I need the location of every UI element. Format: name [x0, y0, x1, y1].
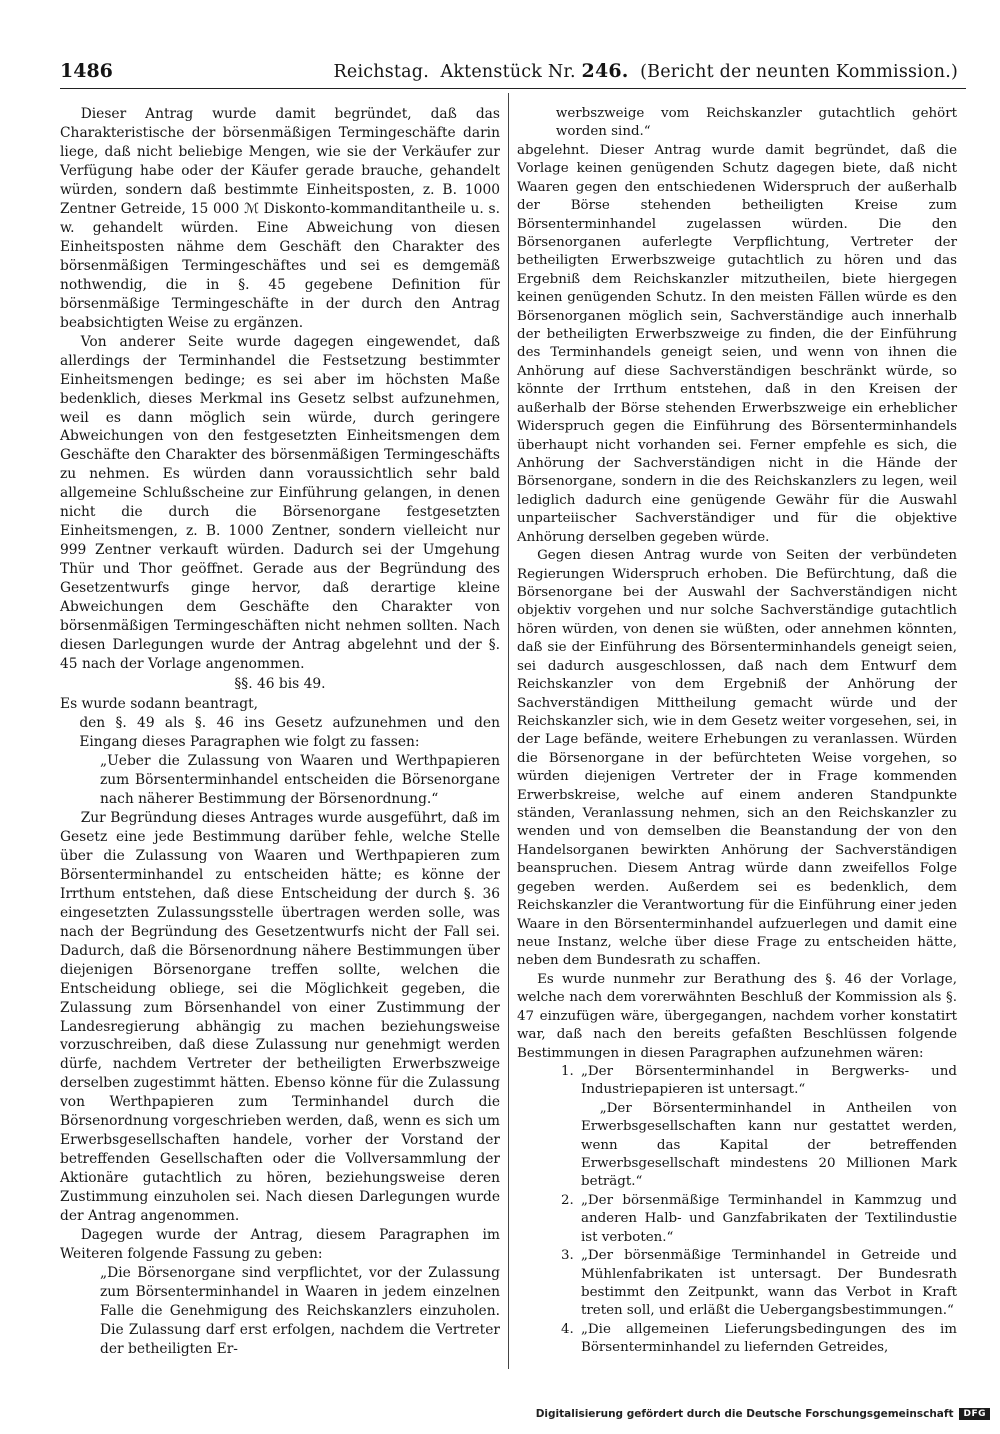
list-item-text: „Der Börsenterminhandel in Bergwerks- und Industriepapieren ist untersagt.“: [581, 1063, 957, 1098]
report-title: (Bericht der neunten Kommission.): [640, 62, 958, 82]
paragraph: Von anderer Seite wurde dagegen eingewendet, daß allerdings der Terminhandel die Festsetzung bestimmter Einheitsmengen bedinge; es sei aber im höchsten Maße bedenklich, dieses Merkmal ins Gesetz selbst aufzunehmen, weil es dann möglich sein würde, durch geringere Abweichungen von den festgesetzten Einheitsmengen dem Geschäfte den Charakter des börsenmäßigen Termingeschäfts zu nehmen. Es würden dann voraussichtlich sehr bald allgemeine Schlußscheine zur Einführung gelangen, in denen nicht die durch die Börsenorgane festgesetzten Einheitsmengen, z. B. 1000 Zentner, sondern vielleicht nur 999 Zentner verkauft würden. Dadurch sei der Umgehung Thür und Thor geöffnet. Gerade aus der Begründung des Gesetzentwurfs ginge hervor, daß derartige kleine Abweichungen dem Geschäfte den Charakter von börsenmäßigen Termingeschäften nicht nehmen sollten. Nach diesen Darlegungen wurde der Antrag abgelehnt und der §. 45 nach der Vorlage angenommen.: [60, 333, 500, 673]
publication-name: Reichstag.: [333, 62, 429, 82]
list-item: [517, 1247, 957, 1321]
list-item-text: „Der börsenmäßige Terminhandel in Kammzug und anderen Halb- und Ganzfabrikaten der Textilindustie ist verboten.“: [581, 1192, 957, 1245]
provision-list: [517, 1063, 957, 1358]
paragraph: Dieser Antrag wurde damit begründet, daß das Charakteristische der börsenmäßigen Termingeschäfte darin liege, daß nicht beliebige Mengen, wie sie der Verkäufer zur Verfügung habe oder der Käufer gerade brauche, gehandelt würden, sondern daß bestimmte Einheitsposten, z. B. 1000 Zentner Getreide, 15 000 ℳ Diskonto-kommanditantheile u. s. w. gehandelt würden. Eine Abweichung von diesen Einheitsposten nähme dem Geschäft den Charakter des börsenmäßigen Termingeschäftes und sei es demgemäß nothwendig, die in §. 45 gegebene Definition für börsenmäßige Termingeschäfte in der durch den Antrag beabsichtigten Weise zu ergänzen.: [60, 106, 500, 331]
list-item-text: „Der börsenmäßige Terminhandel in Getreide und Mühlenfabrikaten ist untersagt. Der Bundesrath bestimmt den Zeitpunkt, wann das Verbot in Kraft treten soll, und erläßt die Uebergangsbestimmungen.“: [581, 1248, 957, 1319]
credit-text: Digitalisierung gefördert durch die Deutsche Forschungsgemeinschaft: [535, 1408, 954, 1420]
page-number: 1486: [60, 60, 113, 82]
list-number: 1.: [561, 1063, 574, 1079]
quoted-text: „Die Börsenorgane sind verpflichtet, vor der Zulassung zum Börsenterminhandel in Waaren in jedem einzelnen Falle die Genehmigung des Reichskanzlers einzuholen. Die Zulassung darf erst erfolgen, nachdem die Vertreter der betheiligten Er-: [100, 1265, 500, 1357]
page-header: [60, 60, 968, 88]
list-item-subtext: „Der Börsenterminhandel in Antheilen von Erwerbsgesellschaften kann nur gestattet werden, wenn das Kapital der betreffenden Erwerbsgesellschaft mindestens 20 Millionen Mark beträgt.“: [581, 1100, 957, 1190]
list-item: [517, 1192, 957, 1247]
left-column: [60, 105, 500, 1359]
list-item: [517, 1063, 957, 1192]
paragraph: Zur Begründung dieses Antrages wurde ausgeführt, daß im Gesetz eine jede Bestimmung darüber fehle, welche Stelle über die Zulassung von Waaren und Werthpapieren zum Börsenterminhandel zu entscheiden hätte; es könne der Irrthum entstehen, daß diese Entscheidung der durch §. 36 eingesetzten Zulassungsstelle übertragen werden solle, was nach der Begründung des Gesetzentwurfs nicht der Fall sei. Dadurch, daß die Börsenordnung nähere Bestimmungen über diejenigen Börsenorgane treffen sollte, welchen die Entscheidung obliege, sei die Möglichkeit gegeben, die Zulassung zum Börsenhandel von einer Zustimmung der Landesregierung abhängig zu machen beziehungsweise vorzuschreiben, daß diese Zulassung nur genehmigt werden dürfe, nachdem Vertreter der betheiligten Erwerbszweige derselben zugestimmt hätten. Ebenso könne für die Zulassung von Werthpapieren zum Terminhandel durch die Börsenordnung vorgeschrieben werden, daß, wenn es sich um Erwerbsgesellschaften handele, vorher der Vorstand der betreffenden Gesellschaften oder die Vollversammlung der Aktionäre gutachtlich zu hören, beziehungsweise deren Zustimmung einzuholen sei. Nach diesen Darlegungen wurde der Antrag angenommen.: [60, 809, 500, 1225]
list-number: 4.: [561, 1321, 574, 1337]
paragraph: Es wurde nunmehr zur Berathung des §. 46 der Vorlage, welche nach dem vorerwähnten Beschluß der Kommission als §. 47 einzufügen wäre, übergegangen, nachdem vorher konstatirt war, daß nach den bereits gefaßten Beschlüssen folgende Bestimmungen in diesen Paragraphen aufzunehmen wären:: [517, 971, 957, 1061]
quoted-text: werbszweige vom Reichskanzler gutachtlich gehört worden sind.“: [555, 106, 957, 140]
list-number: 3.: [561, 1248, 574, 1264]
motion-text: den §. 49 als §. 46 ins Gesetz aufzunehmen und den Eingang dieses Paragraphen wie folgt zu fassen:: [79, 715, 500, 750]
list-item-text: „Die allgemeinen Lieferungsbedingungen des im Börsenterminhandel zu liefernden Getreides,: [581, 1321, 957, 1356]
header-rule: [60, 88, 966, 89]
paragraph: Gegen diesen Antrag wurde von Seiten der verbündeten Regierungen Widerspruch erhoben. Die Befürchtung, daß die Börsenorgane bei der Auswahl der Sachverständigen nicht objektiv vorgehen und nur solche Sachverständige gutachtlich hören würden, von denen sie wüßten, oder annehmen könnten, daß sie der Einführung des Börsenterminhandels geneigt seien, sei dadurch ausgeschlossen, daß nach dem Entwurf dem Reichskanzler von dem Ergebniß der Anhörung der Sachverständigen Mittheilung gemacht würde und der Reichskanzler sich, wie in dem Gesetz weiter vorgesehen, sei, in der Lage befände, weitere Erhebungen zu veranlassen. Würden die Börsenorgane in der befürchteten Weise vorgehen, so würden diejenigen Vertreter der in Frage kommenden Erwerbskreise, welche auf einem anderen Standpunkte ständen, Veranlassung nehmen, sich an den Reichskanzler zu wenden und von demselben die Beanstandung der von den Handelsorganen bewirkten Anhörung der Sachverständigen beanspruchen. Diesem Antrag würde dann zweifellos Folge gegeben werden. Außerdem sei es bedenklich, dem Reichskanzler die Verantwortung für die Einführung einer jeden Waare in den Börsenterminhandel aufzuerlegen und damit eine neue Instanz, welche über diese Frage zu entscheiden hätte, neben dem Bundesrath zu schaffen.: [517, 548, 957, 969]
digitization-credit: [536, 1408, 990, 1420]
running-title: [334, 60, 958, 82]
list-number: 2.: [561, 1192, 574, 1208]
document-label: Aktenstück Nr.: [440, 62, 576, 82]
list-item: [517, 1321, 957, 1358]
document-number: 246.: [581, 60, 629, 82]
section-heading: §§. 46 bis 49.: [234, 676, 326, 693]
right-column: [517, 105, 957, 1358]
paragraph: abgelehnt. Dieser Antrag wurde damit begründet, daß die Vorlage keinen genügenden Schutz dagegen biete, daß nicht Waaren gegen den entschiedenen Widerspruch der außerhalb der Börse stehenden betheiligten Kreise zum Börsenterminhandel zugelassen würden. Die den Börsenorganen auferlegte Verpflichtung, Vertreter der betheiligten Erwerbszweige gutachtlich zu hören und das Ergebniß dem Reichskanzler mitzutheilen, biete hiergegen keinen genügenden Schutz. In den meisten Fällen würde es den Börsenorganen möglich sein, Sachverständige auch innerhalb der betheiligten Erwerbszweige zu finden, die der Einführung des Terminhandels geneigt seien, und wenn von ihnen die Anhörung auf diese Sachverständigen beschränkt würde, so könnte der Irrthum entstehen, daß in den Kreisen der außerhalb der Börse stehenden Erwerbszweige ein erheblicher Widerspruch gegen die Einführung des Börsenterminhandels überhaupt nicht vorhanden sei. Ferner empfehle es sich, die Anhörung der Sachverständigen nicht in die Hände der Börsenorgane, sondern in die des Reichskanzlers zu legen, weil lediglich dadurch eine genügende Gewähr für die Auswahl unparteiischer Sachverständiger und für die objektive Anhörung derselben gegeben würde.: [517, 142, 957, 545]
quoted-text: „Ueber die Zulassung von Waaren und Werthpapieren zum Börsenterminhandel entscheiden die Börsenorgane nach näherer Bestimmung der Börsenordnung.“: [100, 752, 500, 807]
dfg-logo-icon: DFG: [959, 1408, 990, 1420]
column-divider: [508, 93, 509, 1369]
paragraph: Dagegen wurde der Antrag, diesem Paragraphen im Weiteren folgende Fassung zu geben:: [60, 1227, 500, 1263]
paragraph: Es wurde sodann beantragt,: [60, 696, 259, 713]
